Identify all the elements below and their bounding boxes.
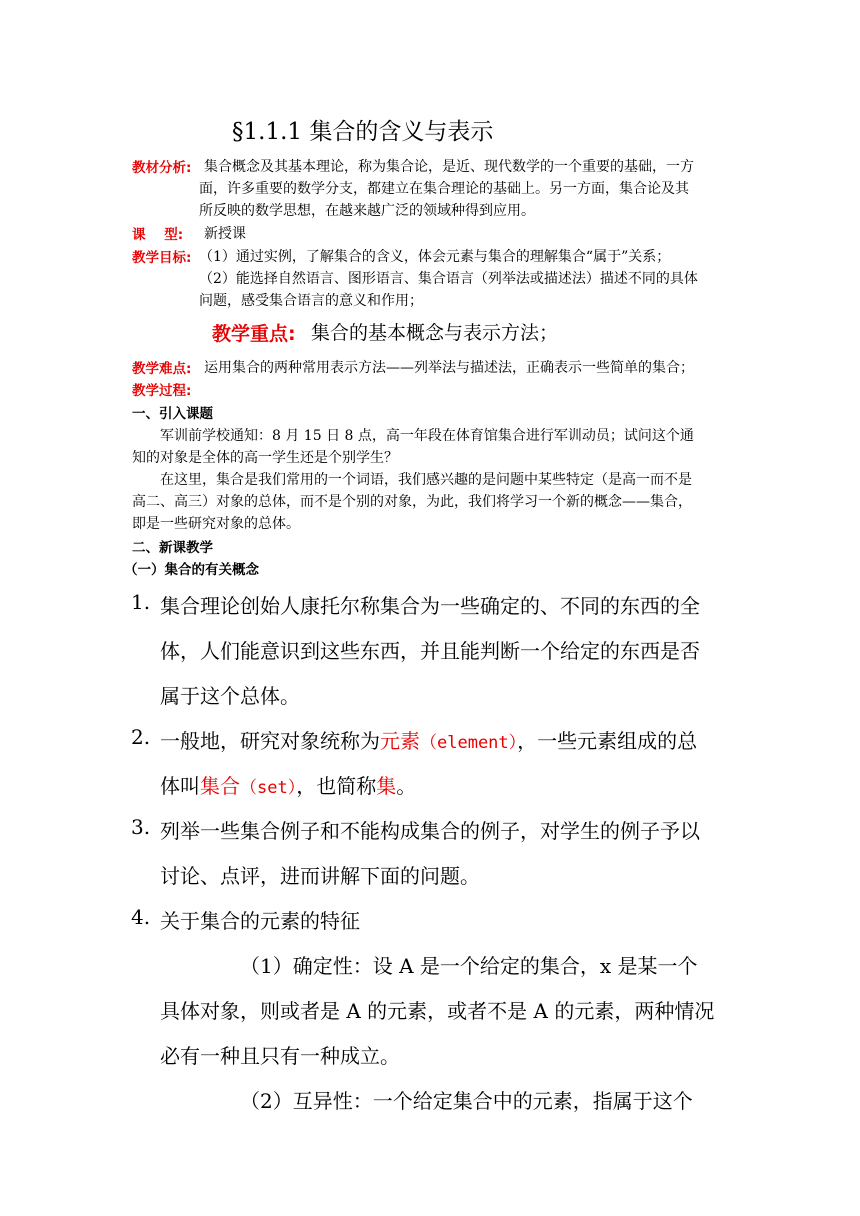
term-element: 元素 <box>380 729 420 753</box>
item-2-text-b: ，一些元素组成的总 <box>517 729 698 753</box>
feature-2-line-1: （2）互异性：一个给定集合中的元素，指属于这个 <box>240 1089 693 1113</box>
analysis-line-2: 面，许多重要的数学分支，都建立在集合理论的基础上。另一方面，集合论及其 <box>199 181 689 197</box>
item-3-number: 3. <box>131 815 151 839</box>
section1-heading: 一、引入课题 <box>132 406 213 422</box>
section1-line-5: 即是一些研究对象的总体。 <box>132 516 300 532</box>
item-3-line-2: 讨论、点评，进而讲解下面的问题。 <box>160 864 480 888</box>
analysis-line-3: 所反映的数学思想，在越来越广泛的领域种得到应用。 <box>199 203 535 219</box>
item-2-number: 2. <box>131 725 151 749</box>
section2-subheading: （一）集合的有关概念 <box>124 562 259 578</box>
item-2-line-2 <box>160 770 416 799</box>
section1-line-2: 知的对象是全体的高一学生还是个别学生？ <box>132 450 398 466</box>
section2-heading: 二、新课教学 <box>132 540 213 556</box>
process-label: 教学过程: <box>132 383 192 399</box>
section1-line-4: 高二、高三）对象的总体，而不是个别的对象，为此，我们将学习一个新的概念——集合， <box>132 494 692 510</box>
item-2-text-a: 一般地，研究对象统称为 <box>160 729 380 753</box>
item-4-number: 4. <box>131 905 151 929</box>
item-1-line-2: 体，人们能意识到这些东西，并且能判断一个给定的东西是否 <box>160 639 700 663</box>
item-1-number: 1. <box>131 590 151 614</box>
item-2-text-e: 。 <box>396 774 417 798</box>
item-4-line-1: 关于集合的元素的特征 <box>160 909 360 933</box>
term-set-short: 集 <box>376 774 397 798</box>
item-3-line-1: 列举一些集合例子和不能构成集合的例子，对学生的例子予以 <box>160 819 700 843</box>
analysis-label: 教材分析: <box>132 160 192 176</box>
key-points-label: 教学重点: <box>212 323 296 345</box>
difficulty-label: 教学难点: <box>132 361 192 377</box>
item-1-line-1: 集合理论创始人康托尔称集合为一些确定的、不同的东西的全 <box>160 594 700 618</box>
goals-line-3: 问题，感受集合语言的意义和作用； <box>199 293 423 309</box>
feature-1-line-3: 必有一种且只有一种成立。 <box>160 1044 400 1068</box>
item-2-text-d: ，也简称 <box>296 774 377 798</box>
lesson-type-label: 课 型: <box>132 227 184 243</box>
difficulty-value: 运用集合的两种常用表示方法——列举法与描述法，正确表示一些简单的集合； <box>204 360 694 376</box>
feature-1-line-2: 具体对象，则或者是 A 的元素，或者不是 A 的元素，两种情况 <box>160 999 715 1023</box>
goals-line-1: （1）通过实例，了解集合的含义，体会元素与集合的理解集合“属于”关系； <box>199 249 671 265</box>
section1-line-3: 在这里，集合是我们常用的一个词语，我们感兴趣的是问题中某些特定（是高一而不是 <box>160 472 692 488</box>
item-1-line-3: 属于这个总体。 <box>160 684 300 708</box>
feature-1-line-1: （1）确定性：设 A 是一个给定的集合，x 是某一个 <box>240 954 698 978</box>
term-set-en: （set） <box>240 778 297 798</box>
item-2-text-c: 体叫 <box>160 774 200 798</box>
goals-line-2: （2）能选择自然语言、图形语言、集合语言（列举法或描述法）描述不同的具体 <box>199 271 698 287</box>
goals-label: 教学目标: <box>132 250 192 266</box>
analysis-line-1: 集合概念及其基本理论，称为集合论，是近、现代数学的一个重要的基础，一方 <box>204 159 694 175</box>
section1-line-1: 军训前学校通知：8 月 15 日 8 点，高一年段在体育馆集合进行军训动员；试问这个通 <box>160 428 694 444</box>
term-element-en: （element） <box>420 733 518 753</box>
item-2-line-1 <box>160 725 697 754</box>
lesson-type-value: 新授课 <box>204 226 246 242</box>
term-set: 集合 <box>200 774 240 798</box>
key-points-value: 集合的基本概念与表示方法； <box>311 322 559 344</box>
page-title: §1.1.1 集合的含义与表示 <box>232 119 494 145</box>
